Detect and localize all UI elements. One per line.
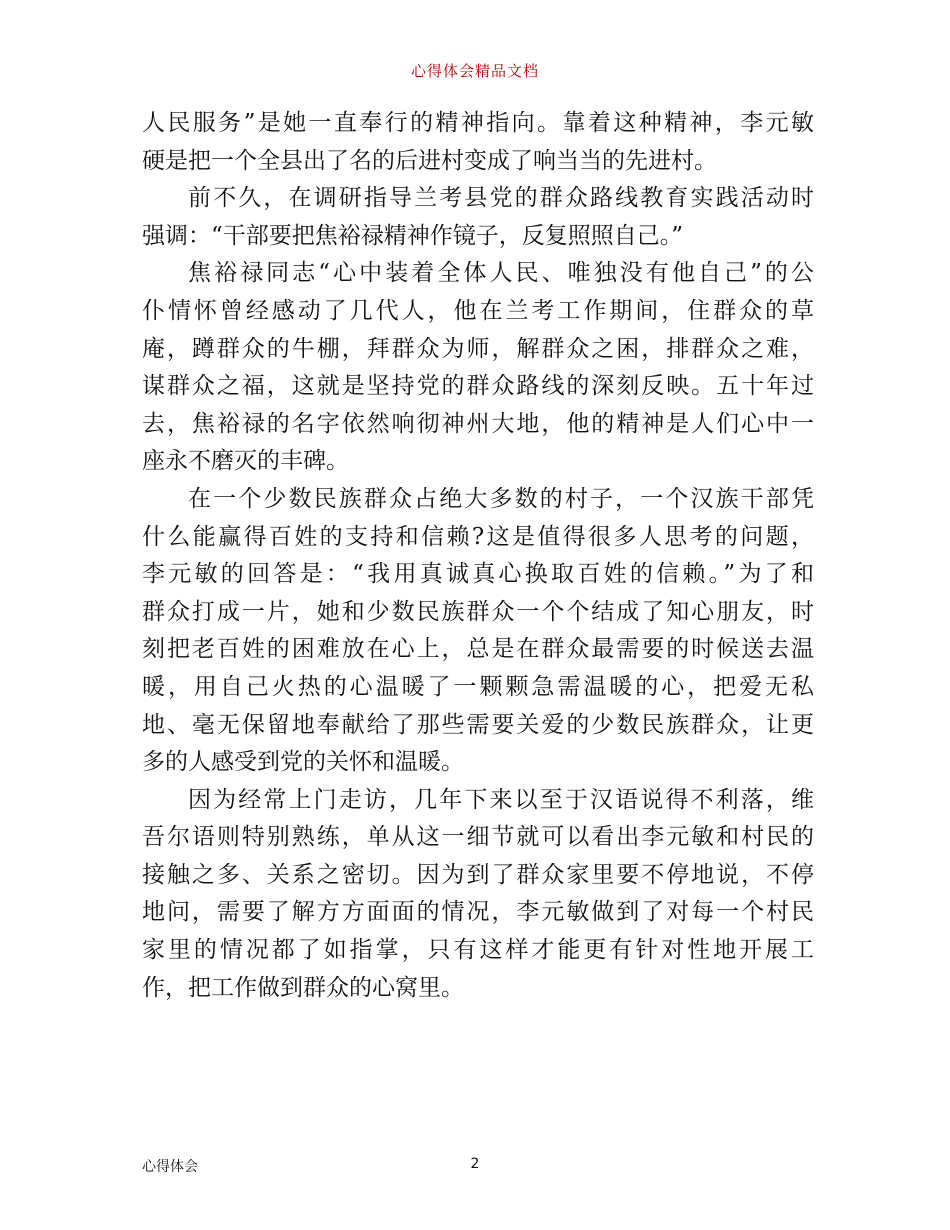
- body-line: 什么能赢得百姓的支持和信赖?这是值得很多人思考的问题，: [142, 523, 814, 550]
- body-line: 去，焦裕禄的名字依然响彻神州大地，他的精神是人们心中一: [142, 410, 814, 437]
- body-line: 谋群众之福，这就是坚持党的群众路线的深刻反映。五十年过: [142, 373, 814, 400]
- body-line: 群众打成一片，她和少数民族群众一个个结成了知心朋友，时: [142, 598, 814, 625]
- body-line: 焦裕禄同志“心中装着全体人民、唯独没有他自己”的公: [188, 260, 814, 287]
- body-line: 地问，需要了解方方面面的情况，李元敏做到了对每一个村民: [142, 899, 814, 926]
- body-line: 人民服务”是她一直奉行的精神指向。靠着这种精神，李元敏: [142, 110, 814, 136]
- body-line: 接触之多、关系之密切。因为到了群众家里要不停地说，不停: [142, 861, 814, 888]
- body-line: 因为经常上门走访，几年下来以至于汉语说得不利落，维: [188, 786, 814, 813]
- body-line: 吾尔语则特别熟练，单从这一细节就可以看出李元敏和村民的: [142, 824, 814, 851]
- document-body: [142, 105, 814, 1007]
- body-line: 在一个少数民族群众占绝大多数的村子，一个汉族干部凭: [188, 485, 814, 512]
- body-line: 前不久，在调研指导兰考县党的群众路线教育实践活动时: [188, 185, 814, 212]
- body-line: 庵，蹲群众的牛棚，拜群众为师，解群众之困，排群众之难，: [142, 335, 814, 362]
- page-number: 2: [470, 1156, 480, 1172]
- body-line: 地、毫无保留地奉献给了那些需要关爱的少数民族群众，让更: [142, 711, 814, 738]
- body-line: 多的人感受到党的关怀和温暖。: [142, 749, 464, 776]
- body-line: 作，把工作做到群众的心窝里。: [142, 974, 464, 1001]
- body-line: 硬是把一个全县出了名的后进村变成了响当当的先进村。: [142, 147, 717, 174]
- body-line: 刻把老百姓的困难放在心上，总是在群众最需要的时候送去温: [142, 636, 814, 663]
- body-line: 李元敏的回答是：“我用真诚真心换取百姓的信赖。”为了和: [142, 561, 814, 588]
- body-line: 仆情怀曾经感动了几代人，他在兰考工作期间，住群众的草: [142, 297, 814, 324]
- body-line: 座永不磨灭的丰碑。: [142, 448, 349, 475]
- body-line: 强调：“干部要把焦裕禄精神作镜子，反复照照自己。”: [142, 222, 684, 249]
- body-line: 家里的情况都了如指掌，只有这样才能更有针对性地开展工: [142, 937, 814, 964]
- document-header-title: 心得体会精品文档: [410, 62, 539, 80]
- footer-label: 心得体会: [142, 1159, 198, 1175]
- body-line: 暖，用自己火热的心温暖了一颗颗急需温暖的心，把爱无私: [142, 673, 814, 700]
